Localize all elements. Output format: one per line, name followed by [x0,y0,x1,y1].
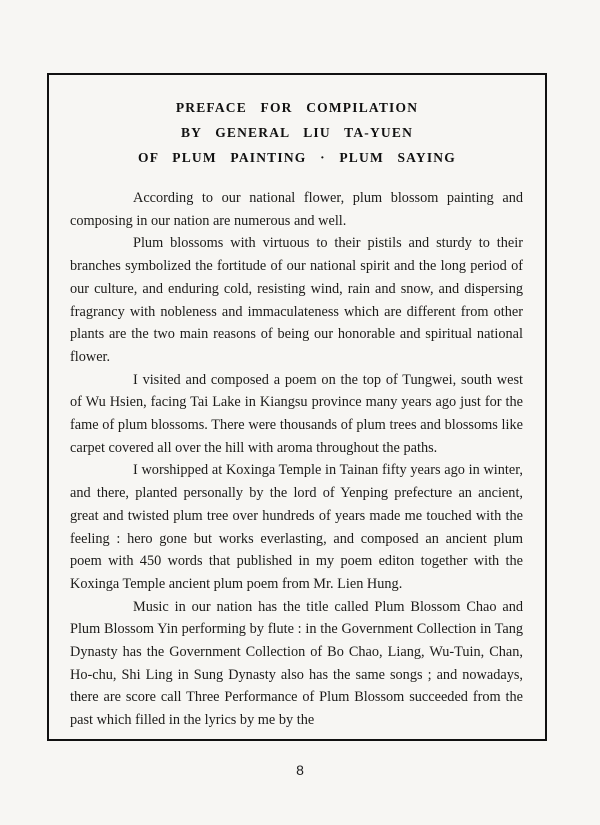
title-line-1: PREFACE FOR COMPILATION [175,100,419,115]
paragraph-4: I worshipped at Koxinga Temple in Tainan fifty years ago in winter, and there, planted personally by the lord of Yenping prefecture an ancient, great and twisted plum tree over hundreds of years made me touched with the feeling : hero gone but works everlasting, and composed an ancient plum poem with 450 words that published in my poem editon together with the Koxinga Temple ancient plum poem from Mr. Lien Hung. [70,462,523,592]
preface-title [49,95,545,170]
paragraph-1: According to our national flower, plum blossom painting and composing in our nation are numerous and well. [70,190,523,229]
title-line-2: BY GENERAL LIU TA-YUEN [180,125,414,140]
paragraph-5: Music in our nation has the title called Plum Blossom Chao and Plum Blossom Yin performing by flute : in the Government Collection in Tang Dynasty has the Government Collection of Bo Chao, Liang, Wu-Tuin, Chan, Ho-chu, Shi Ling in Sung Dynasty also has the same songs ; and nowadays, there are score call Three Performance of Plum Blossom succeeded from the past which filled in the lyrics by me by the [70,598,523,729]
paragraph-3: I visited and composed a poem on the top of Tungwei, south west of Wu Hsien, facing Tai Lake in Kiangsu province many years ago just for the fame of plum blossoms. There were thousands of plum trees and blossoms like carpet covered all over the hill with aroma throughout the paths. [70,371,523,456]
page-number: 8 [296,762,304,778]
paragraph-2: Plum blossoms with virtuous to their pistils and sturdy to their branches symbolized the fortitude of our national spirit and the long period of our culture, and enduring cold, resisting wind, rain and snow, and dispersing fragrancy with nobleness and immaculateness which are different from other plants are the two main reasons of being our honorable and spiritual national flower. [70,235,523,365]
preface-body [70,187,523,732]
text-frame [47,73,547,741]
title-line-3: OF PLUM PAINTING · PLUM SAYING [138,150,456,165]
